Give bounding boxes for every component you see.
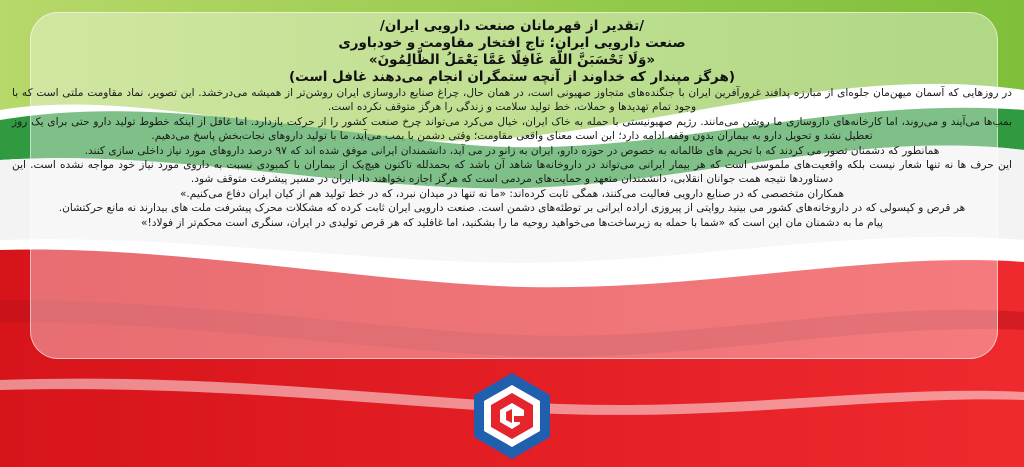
paragraph-7: پیام ما به دشمنان مان این است که «شما با حمله به زیرساخت‌ها می‌خواهید روحیه ما را بشکنید، اما غافلید که هر قرص تولیدی در ایران، سنگری است محکم‌تر از فولاد!» [141,216,883,229]
title-line-2: صنعت دارویی ایران؛ تاج افتخار مقاومت و خودباوری [338,35,686,51]
paragraph-6: هر قرص و کپسولی که در داروخانه‌های کشور می بینید روایتی از پیروزی اراده ایرانی بر توطئه‌های دشمن است. صنعت دارویی ایران ثابت کرده که مشکلات محرک پیشرفت ملت های بیدارند نه مانع حرکتشان. [58,202,966,215]
quran-verse: «وَلَا تَحْسَبَنَّ اللَّهَ غَافِلًا عَمَّا يَعْمَلُ الظَّالِمُونَ» [368,52,656,68]
title-line-1: /تقدیر از قهرمانان صنعت دارویی ایران/ [379,18,645,34]
paragraph-4: این حرف ها نه تنها شعار نیست بلکه واقعیت‌های ملموسی است که هر بیمار ایرانی می‌تواند در داروخانه‌ها شاهد آن باشد که بحمدلله تاکنون هیچ‌یک از بیماران با کمبودی نسبت به داروی مورد نیاز خود مواجه نشده است. این دستاوردها نتیجه همت جوانان انقلابی، دانشمندان متعهد و حمایت‌های مردمی است که هرگز اجازه نخواهند داد ایران در مسیر پیشرفت متوقف شود. [12,159,1012,186]
paragraph-1: در روزهایی که آسمان میهن‌مان جلوه‌ای از مبارزه پدافند غرورآفرین ایران با جنگنده‌های متجاوز صهیونی است، در همان حال، چراغ صنایع داروسازی ایران روشن‌تر از همیشه می‌درخشد. این تصویر، نماد مقاومت ملتی است که با وجود تمام تهدیدها و حملات، خط تولید سلامت و زندگی را هرگز متوقف نکرده است. [12,87,1012,114]
verse-translation: (هرگز مپندار که خداوند از آنچه ستمگران انجام می‌دهند غافل است) [288,69,735,85]
paragraph-3: همانطور که دشمنان تصور می کردند که با تحریم های ظالمانه به خصوص در حوزه دارو، ایران به زانو در می آید، دانشمندان ایرانی موفق شده اند که ۹۷ درصد داروهای مورد نیاز داخلی سازی کنند. [84,144,940,157]
paragraph-5: همکاران متخصصی که در صنایع دارویی فعالیت می‌کنند، همگی ثابت کرده‌اند: «ما نه تنها در میدان نبرد، که در خط تولید هم از کیان ایران دفاع می‌کنیم.» [179,187,845,200]
article-content [8,18,1016,358]
company-logo [470,371,554,461]
paragraph-2: بمب‌ها می‌آیند و می‌روند، اما کارخانه‌های داروسازی ما روشن می‌مانند. رژیم صهیونیستی با حمله به خاک ایران، خیال می‌کرد می‌تواند چرخ صنعت کشور را از حرکت بازدارد. اما غافل از اینکه خطوط تولید دارو حتی برای یک روز تعطیل نشد و تحویل دارو به بیماران بدون وقفه ادامه دارد؛ این است معنای واقعی مقاومت؛ وقتی دشمن با بمب می‌آید، ما با تولید داروهای نجات‌بخش پاسخ می‌دهیم. [12,115,1012,143]
